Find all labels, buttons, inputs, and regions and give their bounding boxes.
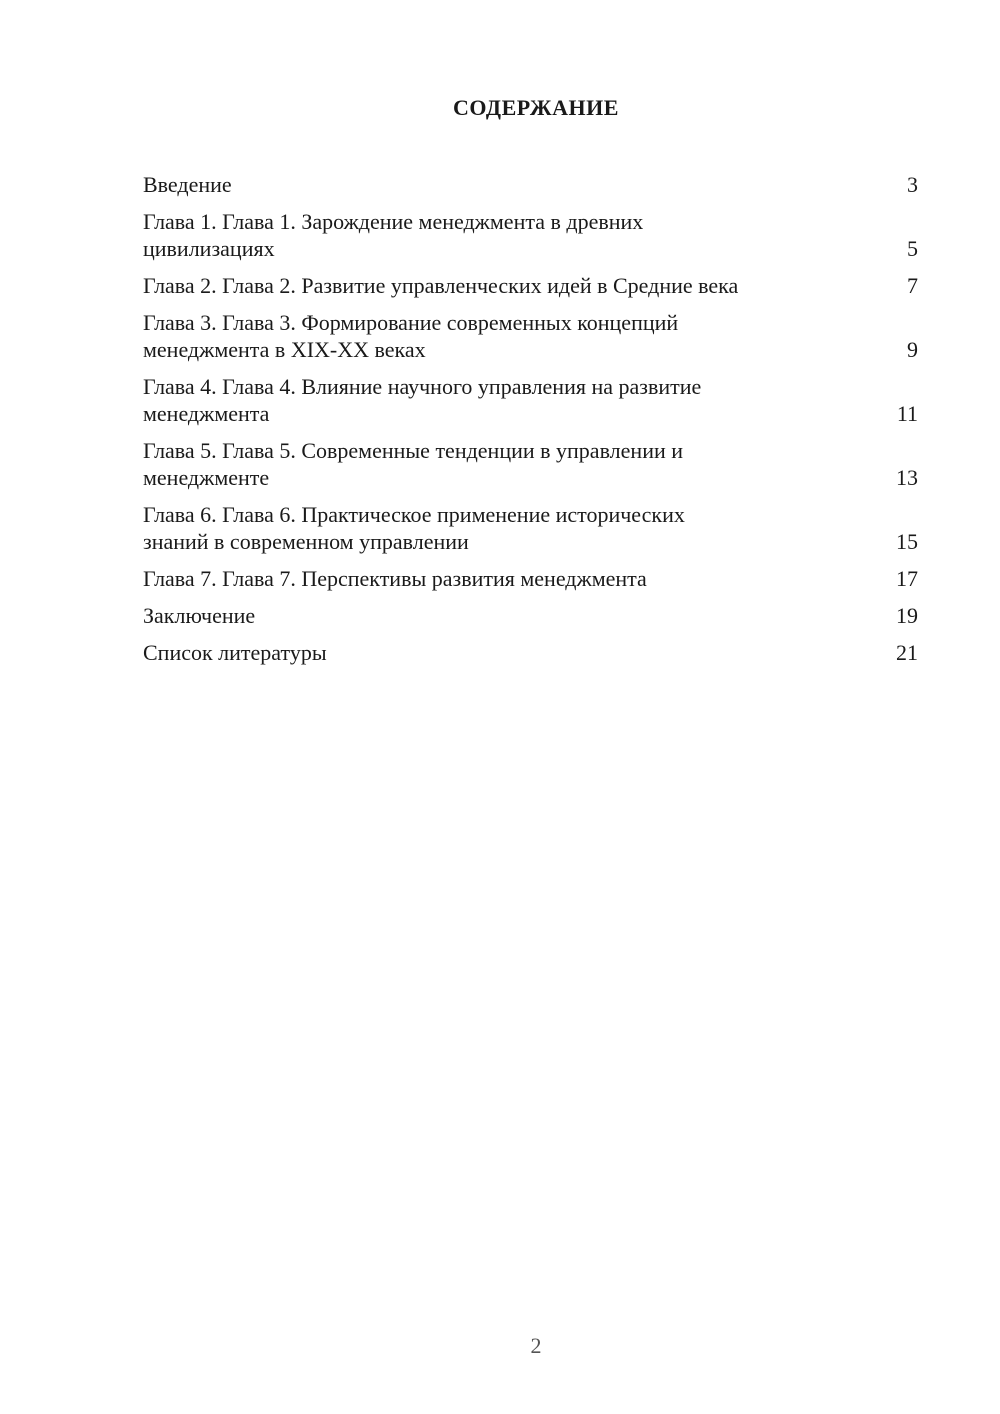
toc-entry-page: 17 (896, 566, 918, 591)
toc-entry-bibliography (143, 639, 918, 666)
toc-entry-page: 5 (907, 236, 918, 261)
toc-entry-title: Глава 4. Глава 4. Влияние научного управления на развитие менеджмента (143, 374, 702, 426)
toc-entry-introduction (143, 171, 918, 198)
toc-entry-chapter-7 (143, 565, 918, 592)
toc-entry-title: Глава 2. Глава 2. Развитие управленческих идей в Средние века (143, 273, 739, 298)
toc-entry-chapter-5 (143, 437, 918, 491)
toc-entry-page: 3 (907, 172, 918, 197)
toc-entry-page: 9 (907, 337, 918, 362)
toc-entry-title: Введение (143, 172, 232, 197)
toc-entry-page: 19 (896, 603, 918, 628)
toc-entry-title: Заключение (143, 603, 256, 628)
toc-entry-title: Список литературы (143, 640, 327, 665)
toc-entry-page: 13 (896, 465, 918, 490)
toc-entry-page: 7 (907, 273, 918, 298)
toc-entry-page: 15 (896, 529, 918, 554)
toc-entry-chapter-3 (143, 309, 918, 363)
toc-entry-conclusion (143, 602, 918, 629)
page-number: 2 (530, 1333, 542, 1358)
toc-entry-chapter-2 (143, 272, 918, 299)
toc-entry-title: Глава 5. Глава 5. Современные тенденции в управлении и менеджменте (143, 438, 684, 490)
toc-entry-chapter-6 (143, 501, 918, 555)
table-of-contents (143, 171, 918, 676)
toc-entry-title: Глава 3. Глава 3. Формирование современных концепций менеджмента в XIX-XX веках (143, 310, 679, 362)
toc-entry-chapter-1 (143, 208, 918, 262)
toc-entry-title: Глава 7. Глава 7. Перспективы развития менеджмента (143, 566, 647, 591)
page-title: СОДЕРЖАНИЕ (453, 95, 619, 120)
toc-entry-chapter-4 (143, 373, 918, 427)
toc-entry-page: 11 (896, 401, 918, 426)
toc-entry-title: Глава 1. Глава 1. Зарождение менеджмента в древних цивилизациях (143, 209, 644, 261)
toc-entry-title: Глава 6. Глава 6. Практическое применение исторических знаний в современном управлении (143, 502, 685, 554)
toc-entry-page: 21 (896, 640, 918, 665)
